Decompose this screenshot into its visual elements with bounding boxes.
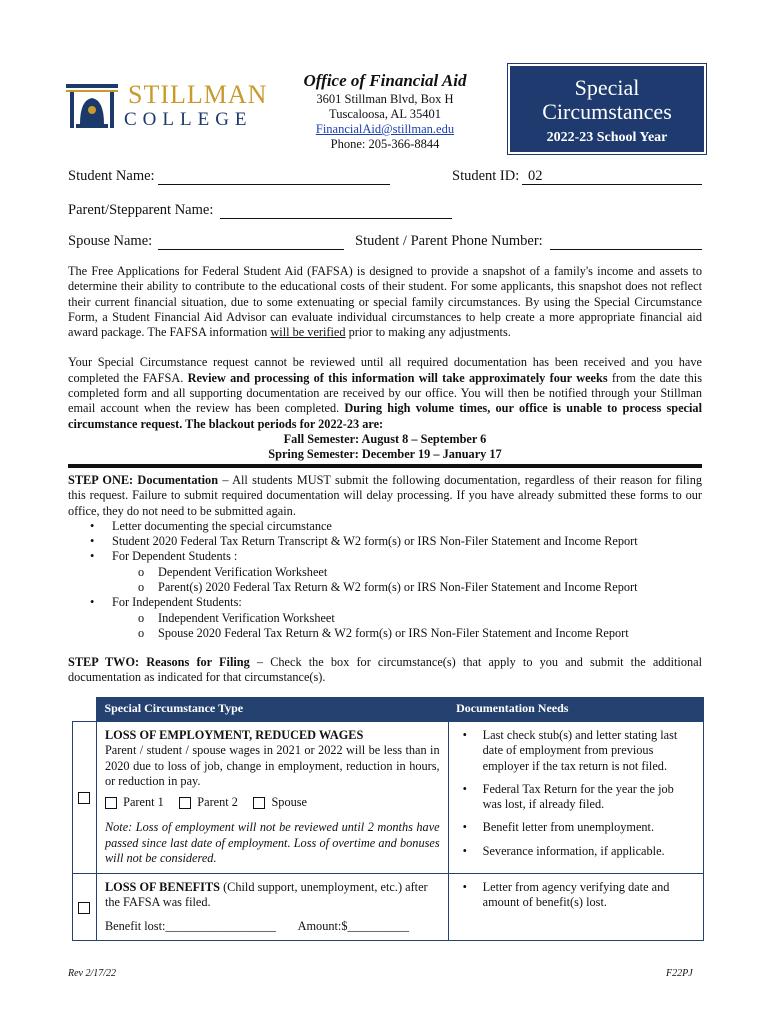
- office-phone: Phone: 205-366-8844: [330, 137, 440, 151]
- row1-desc: Parent / student / spouse wages in 2021 or 2022 will be less than in 2020 due to loss of job, change in employment, reduction in hours, or reduction in pay.: [104, 743, 440, 788]
- phone-field[interactable]: [550, 233, 702, 250]
- office-address-1: 3601 Stillman Blvd, Box H: [316, 92, 454, 106]
- row2-docs-cell: [448, 874, 703, 941]
- office-address-2: Tuscaloosa, AL 35401: [329, 107, 441, 121]
- list-item: o Dependent Verification Worksheet: [158, 565, 702, 580]
- list-item: [112, 595, 702, 641]
- parent1-checkbox[interactable]: [105, 797, 117, 809]
- row2-title: LOSS OF BENEFITS: [104, 880, 220, 895]
- spring-blackout: Spring Semester: December 19 – January 17: [268, 447, 502, 462]
- banner-year: 2022-23 School Year: [546, 130, 668, 145]
- student-name-label: Student Name:: [68, 168, 155, 184]
- dependent-sublist: [112, 565, 702, 596]
- list-item: • Last check stub(s) and letter stating last date of employment from previous employer if the tax return is not filed.: [483, 728, 695, 774]
- table-row: [73, 722, 704, 874]
- intro-p2c: from the date this completed form and all supporting documentation are received by our office. You will then be notified through your Stillman email account when the review has been completed.: [68, 370, 702, 416]
- intro-p1-end: prior to making any adjustments.: [345, 325, 511, 340]
- step-one-text: – All students MUST submit the following documentation, regardless of their reason for filing this request. Failure to submit required documentation will delay processing. If you have already submitted these forms to our office, they do not need to be submitted again.: [68, 473, 702, 518]
- circumstance-table: [72, 697, 704, 941]
- header-spacer: [73, 697, 97, 722]
- parent-name-field[interactable]: [220, 202, 452, 219]
- step-two-title: STEP TWO: Reasons for Filing: [68, 655, 250, 669]
- footer-revision: Rev 2/17/22: [68, 968, 117, 979]
- independent-label: For Independent Students:: [112, 595, 242, 610]
- intro-p2d: During high volume times, our office is unable to process special circumstance request. The blackout periods for 2022-23 are:: [68, 401, 702, 431]
- list-item: • Letter from agency verifying date and amount of benefit(s) lost.: [483, 880, 695, 911]
- parent-name-label: Parent/Stepparent Name:: [68, 202, 214, 218]
- row2-docs-list: [457, 880, 695, 911]
- phone-label: Student / Parent Phone Number:: [355, 233, 543, 249]
- loss-of-benefits-checkbox[interactable]: [78, 902, 90, 914]
- parent2-label: Parent 2: [197, 795, 238, 810]
- list-item: o Parent(s) 2020 Federal Tax Return & W2 form(s) or IRS Non-Filer Statement and Income Report: [158, 580, 702, 595]
- parent1-label: Parent 1: [123, 795, 164, 810]
- office-email-link[interactable]: FinancialAid@stillman.edu: [315, 122, 455, 136]
- intro-p2a: Your Special Circumstance request cannot be reviewed until all required documentation has been received and you have completed the FAFSA.: [68, 355, 702, 385]
- logo-line2: COLLEGE: [124, 109, 253, 130]
- dependent-label: For Dependent Students :: [112, 549, 238, 564]
- special-circumstances-banner: [510, 66, 704, 152]
- list-item: o Independent Verification Worksheet: [158, 611, 702, 626]
- student-name-field[interactable]: [158, 168, 390, 185]
- fall-blackout: Fall Semester: August 8 – September 6: [283, 431, 487, 446]
- row2-type-cell: [96, 874, 448, 941]
- list-item: • Student 2020 Federal Tax Return Transcript & W2 form(s) or IRS Non-Filer Statement and Income Report: [112, 534, 702, 549]
- step-one-title: STEP ONE: Documentation: [68, 473, 219, 487]
- row1-type-cell: [96, 722, 448, 874]
- intro-p2b: Review and processing of this information will take approximately four weeks: [187, 370, 608, 385]
- row2-desc: (Child support, unemployment, etc.) after the FAFSA was filed.: [104, 880, 428, 910]
- row1-checkbox-cell: [73, 722, 97, 874]
- list-item: • Severance information, if applicable.: [483, 844, 695, 859]
- benefit-lost-field[interactable]: Benefit lost:__________________: [104, 918, 277, 933]
- intro-paragraph-1: [68, 264, 702, 340]
- logo-line1: STILLMAN: [128, 80, 268, 109]
- step-two-text: – Check the box for circumstance(s) that apply to you and submit the additional documentation as indicated for that circumstance(s).: [68, 655, 702, 685]
- spouse-checkbox[interactable]: [253, 797, 265, 809]
- row1-title: LOSS OF EMPLOYMENT, REDUCED WAGES: [104, 728, 364, 742]
- spouse-name-label: Spouse Name:: [68, 233, 153, 249]
- list-item: • Federal Tax Return for the year the job was lost, if already filed.: [483, 782, 695, 813]
- spouse-name-field[interactable]: [158, 233, 344, 250]
- independent-sublist: [112, 611, 702, 642]
- parent2-checkbox[interactable]: [179, 797, 191, 809]
- loss-of-employment-checkbox[interactable]: [78, 792, 90, 804]
- step-one-section: [68, 473, 702, 641]
- row1-options: [105, 795, 440, 810]
- step-two-section: [68, 655, 702, 686]
- list-item: • Benefit letter from unemployment.: [483, 820, 695, 835]
- row1-docs-cell: [448, 722, 703, 874]
- banner-line2: Circumstances: [542, 99, 672, 124]
- intro-section: [68, 264, 702, 463]
- col-header-docs: Documentation Needs: [448, 697, 703, 722]
- row2-fields: [105, 919, 440, 934]
- amount-field[interactable]: Amount:$__________: [297, 918, 409, 933]
- table-header-row: [73, 697, 704, 722]
- student-id-field[interactable]: [522, 168, 702, 185]
- table-row: [73, 874, 704, 941]
- office-info: [280, 70, 490, 152]
- list-item: [112, 549, 702, 595]
- intro-p1-text: The Free Applications for Federal Student Aid (FAFSA) is designed to provide a snapshot of a family's income and assets to determine their ability to contribute to the educational costs of their student. For some applicants, this snapshot does not reflect their current financial situation, due to some extenuating or special family circumstances. By using the Special Circumstance Form, a Student Financial Aid Advisor can evaluate individual circumstances to help create a more appropriate financial aid award package. The FAFSA information: [68, 264, 702, 340]
- spouse-label: Spouse: [271, 795, 307, 810]
- list-item: o Spouse 2020 Federal Tax Return & W2 form(s) or IRS Non-Filer Statement and Income Report: [158, 626, 702, 641]
- intro-paragraph-2: [68, 355, 702, 431]
- row2-checkbox-cell: [73, 874, 97, 941]
- banner-line1: Special: [574, 75, 640, 100]
- row1-docs-list: [457, 728, 695, 859]
- col-header-type: Special Circumstance Type: [96, 697, 448, 722]
- student-id-label: Student ID:: [452, 168, 520, 184]
- step-one-intro: [68, 473, 702, 519]
- row2-heading: [105, 880, 440, 911]
- step-two-intro: [68, 655, 702, 686]
- step-one-list: [68, 519, 702, 641]
- list-item: • Letter documenting the special circumstance: [112, 519, 702, 534]
- office-title: Office of Financial Aid: [303, 71, 467, 90]
- row1-note: Note: Loss of employment will not be reviewed until 2 months have passed since last date of employment. Loss of overtime and bonuses will not be considered.: [104, 820, 440, 866]
- section-divider: [68, 464, 702, 468]
- intro-p1-underline: will be verified: [270, 325, 346, 340]
- student-id-value: 02: [528, 168, 543, 184]
- footer-code: F22PJ: [666, 968, 693, 979]
